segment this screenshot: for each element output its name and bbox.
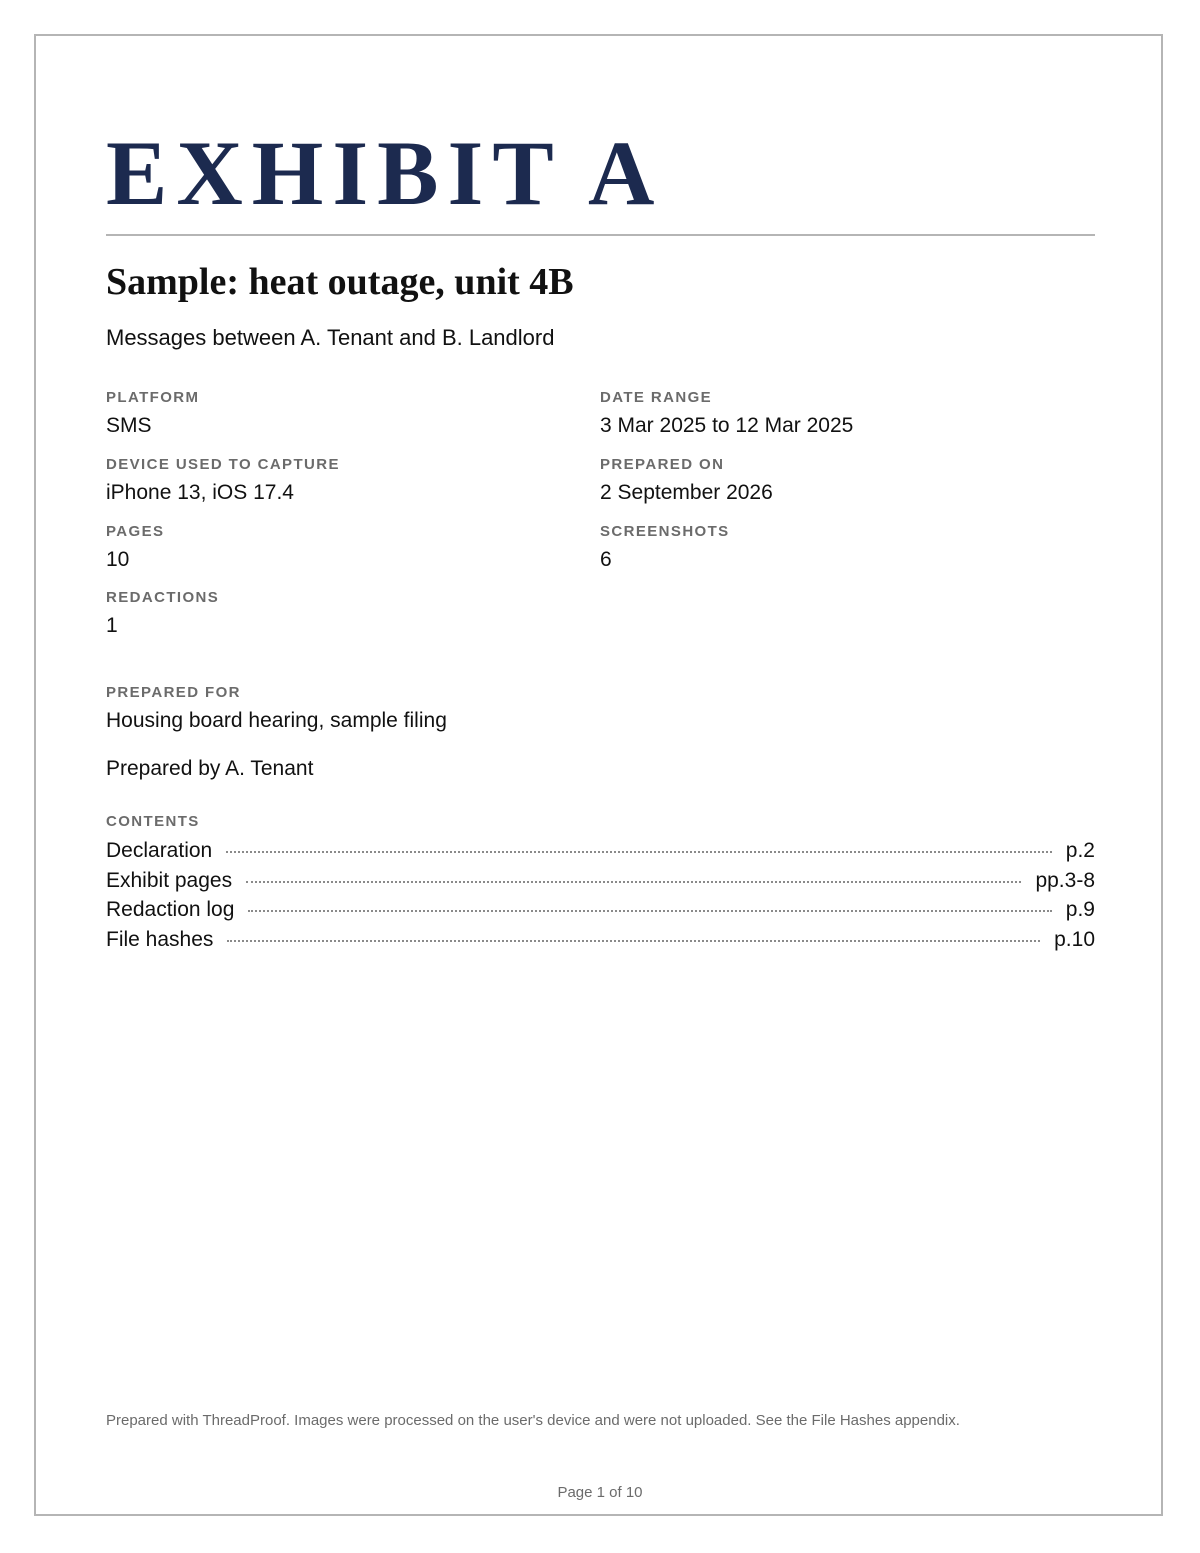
field-label: REDACTIONS bbox=[106, 589, 220, 606]
field-prepared-on bbox=[600, 456, 1060, 506]
toc-item-page: p.10 bbox=[1054, 927, 1095, 951]
toc-item-page: pp.3-8 bbox=[1035, 868, 1095, 892]
toc-item-file-hashes[interactable] bbox=[106, 925, 1095, 955]
field-label: PAGES bbox=[106, 523, 165, 540]
toc-leader-dots bbox=[226, 851, 1052, 853]
field-label: DATE RANGE bbox=[600, 389, 713, 406]
field-label: DEVICE USED TO CAPTURE bbox=[106, 456, 340, 473]
toc-leader-dots bbox=[246, 881, 1021, 883]
exhibit-title: EXHIBIT A bbox=[106, 122, 664, 224]
field-value: iPhone 13, iOS 17.4 bbox=[106, 481, 294, 504]
contents-heading: CONTENTS bbox=[106, 813, 200, 830]
toc-leader-dots bbox=[227, 940, 1040, 942]
page-number: Page 1 of 10 bbox=[557, 1484, 643, 1501]
field-redactions bbox=[106, 589, 566, 639]
parties-line: Messages between A. Tenant and B. Landlord bbox=[106, 325, 555, 350]
field-platform bbox=[106, 389, 566, 439]
toc-item-exhibit-pages[interactable] bbox=[106, 866, 1095, 896]
toc-item-title: Declaration bbox=[106, 839, 213, 862]
toc-item-title: Exhibit pages bbox=[106, 868, 233, 892]
field-pages bbox=[106, 523, 566, 573]
title-divider bbox=[106, 234, 1095, 236]
field-prepared-for bbox=[106, 684, 806, 734]
exhibit-subtitle: Sample: heat outage, unit 4B bbox=[106, 261, 574, 303]
field-value: Housing board hearing, sample filing bbox=[106, 709, 447, 732]
field-screenshots bbox=[600, 523, 1060, 573]
field-device bbox=[106, 456, 566, 506]
field-label: PLATFORM bbox=[106, 389, 200, 406]
table-of-contents bbox=[106, 836, 1095, 954]
field-date-range bbox=[600, 389, 1060, 439]
field-value: 2 September 2026 bbox=[600, 481, 773, 504]
field-value: 6 bbox=[600, 548, 612, 571]
field-value: 3 Mar 2025 to 12 Mar 2025 bbox=[600, 414, 854, 437]
footer-note: Prepared with ThreadProof. Images were processed on the user's device and were not uploaded. See the File Hashes appendix. bbox=[106, 1412, 960, 1429]
toc-item-declaration[interactable] bbox=[106, 836, 1095, 866]
toc-item-redaction-log[interactable] bbox=[106, 895, 1095, 925]
toc-item-title: File hashes bbox=[106, 927, 214, 951]
toc-leader-dots bbox=[248, 910, 1051, 912]
field-value: SMS bbox=[106, 414, 152, 437]
field-label: PREPARED FOR bbox=[106, 684, 241, 701]
prepared-by: Prepared by A. Tenant bbox=[106, 757, 314, 780]
field-value: 10 bbox=[106, 548, 130, 571]
toc-item-page: p.2 bbox=[1065, 839, 1095, 862]
toc-item-title: Redaction log bbox=[106, 898, 235, 922]
field-label: PREPARED ON bbox=[600, 456, 725, 473]
field-label: SCREENSHOTS bbox=[600, 523, 730, 540]
field-value: 1 bbox=[106, 614, 118, 637]
toc-item-page: p.9 bbox=[1065, 898, 1095, 922]
